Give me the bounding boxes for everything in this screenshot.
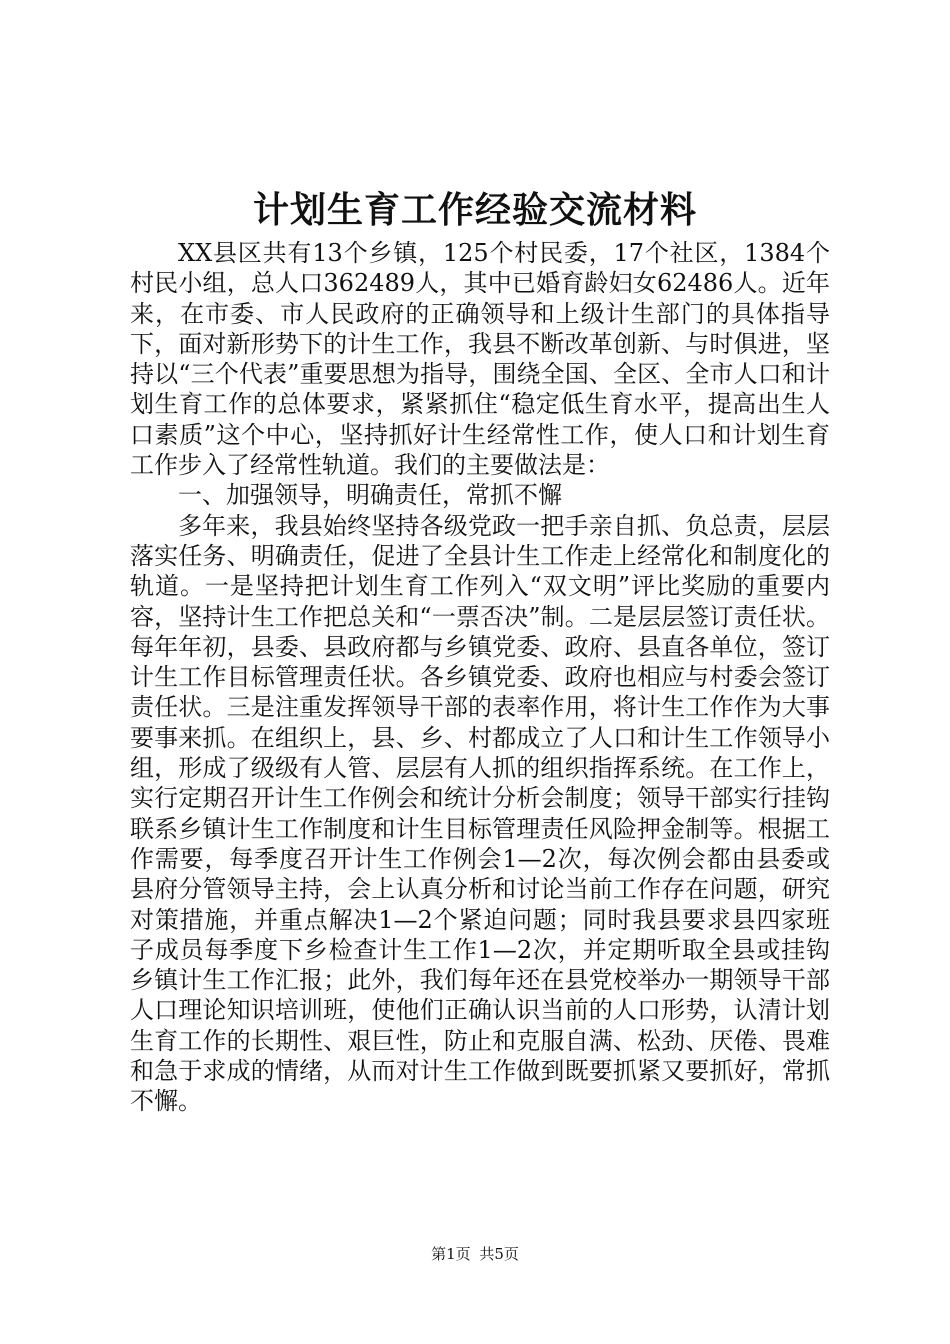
- section-heading: 一、加强领导，明确责任，常抓不懈: [178, 481, 562, 510]
- page-footer: [0, 1244, 950, 1264]
- page-total: 共5页: [479, 1245, 519, 1263]
- paragraph-section-one: 多年来，我县始终坚持各级党政一把手亲自抓、负总责，层层落实任务、明确责任，促进了全县计生工作走上经常化和制度化的轨道。一是坚持把计划生育工作列入“双文明”评比奖励的重要内容，坚持计生工作把总关和“一票否决”制。二是层层签订责任状。每年年初，县委、县政府都与乡镇党委、政府、县直各单位，签订计生工作目标管理责任状。各乡镇党委、政府也相应与村委会签订责任状。三是注重发挥领导干部的表率作用，将计生工作作为大事要事来抓。在组织上，县、乡、村都成立了人口和计生工作领导小组，形成了级级有人管、层层有人抓的组织指挥系统。在工作上，实行定期召开计生工作例会和统计分析会制度；领导干部实行挂钩联系乡镇计生工作制度和计生目标管理责任风险押金制等。根据工作需要，每季度召开计生工作例会1—2次，每次例会都由县委或县府分管领导主持，会上认真分析和讨论当前工作存在问题，研究对策措施，并重点解决1—2个紧迫问题；同时我县要求县四家班子成员每季度下乡检查计生工作1—2次，并定期听取全县或挂钩乡镇计生工作汇报；此外，我们每年还在县党校举办一期领导干部人口理论知识培训班，使他们正确认识当前的人口形势，认清计划生育工作的长期性、艰巨性，防止和克服自满、松劲、厌倦、畏难和急于求成的情绪，从而对计生工作做到既要抓紧又要抓好，常抓不懈。: [130, 511, 830, 1116]
- paragraph-intro: XX县区共有13个乡镇，125个村民委，17个社区，1384个村民小组，总人口362489人，其中已婚育龄妇女62486人。近年来，在市委、市人民政府的正确领导和上级计生部门的具体指导下，面对新形势下的计生工作，我县不断改革创新、与时俱进，坚持以“三个代表”重要思想为指导，围绕全国、全区、全市人口和计划生育工作的总体要求，紧紧抓住“稳定低生育水平，提高出生人口素质”这个中心，坚持抓好计生经常性工作，使人口和计划生育工作步入了经常性轨道。我们的主要做法是：: [130, 239, 830, 480]
- document-body: [130, 238, 830, 1117]
- page-number: 第1页: [431, 1245, 471, 1263]
- document-title: 计划生育工作经验交流材料: [252, 189, 697, 231]
